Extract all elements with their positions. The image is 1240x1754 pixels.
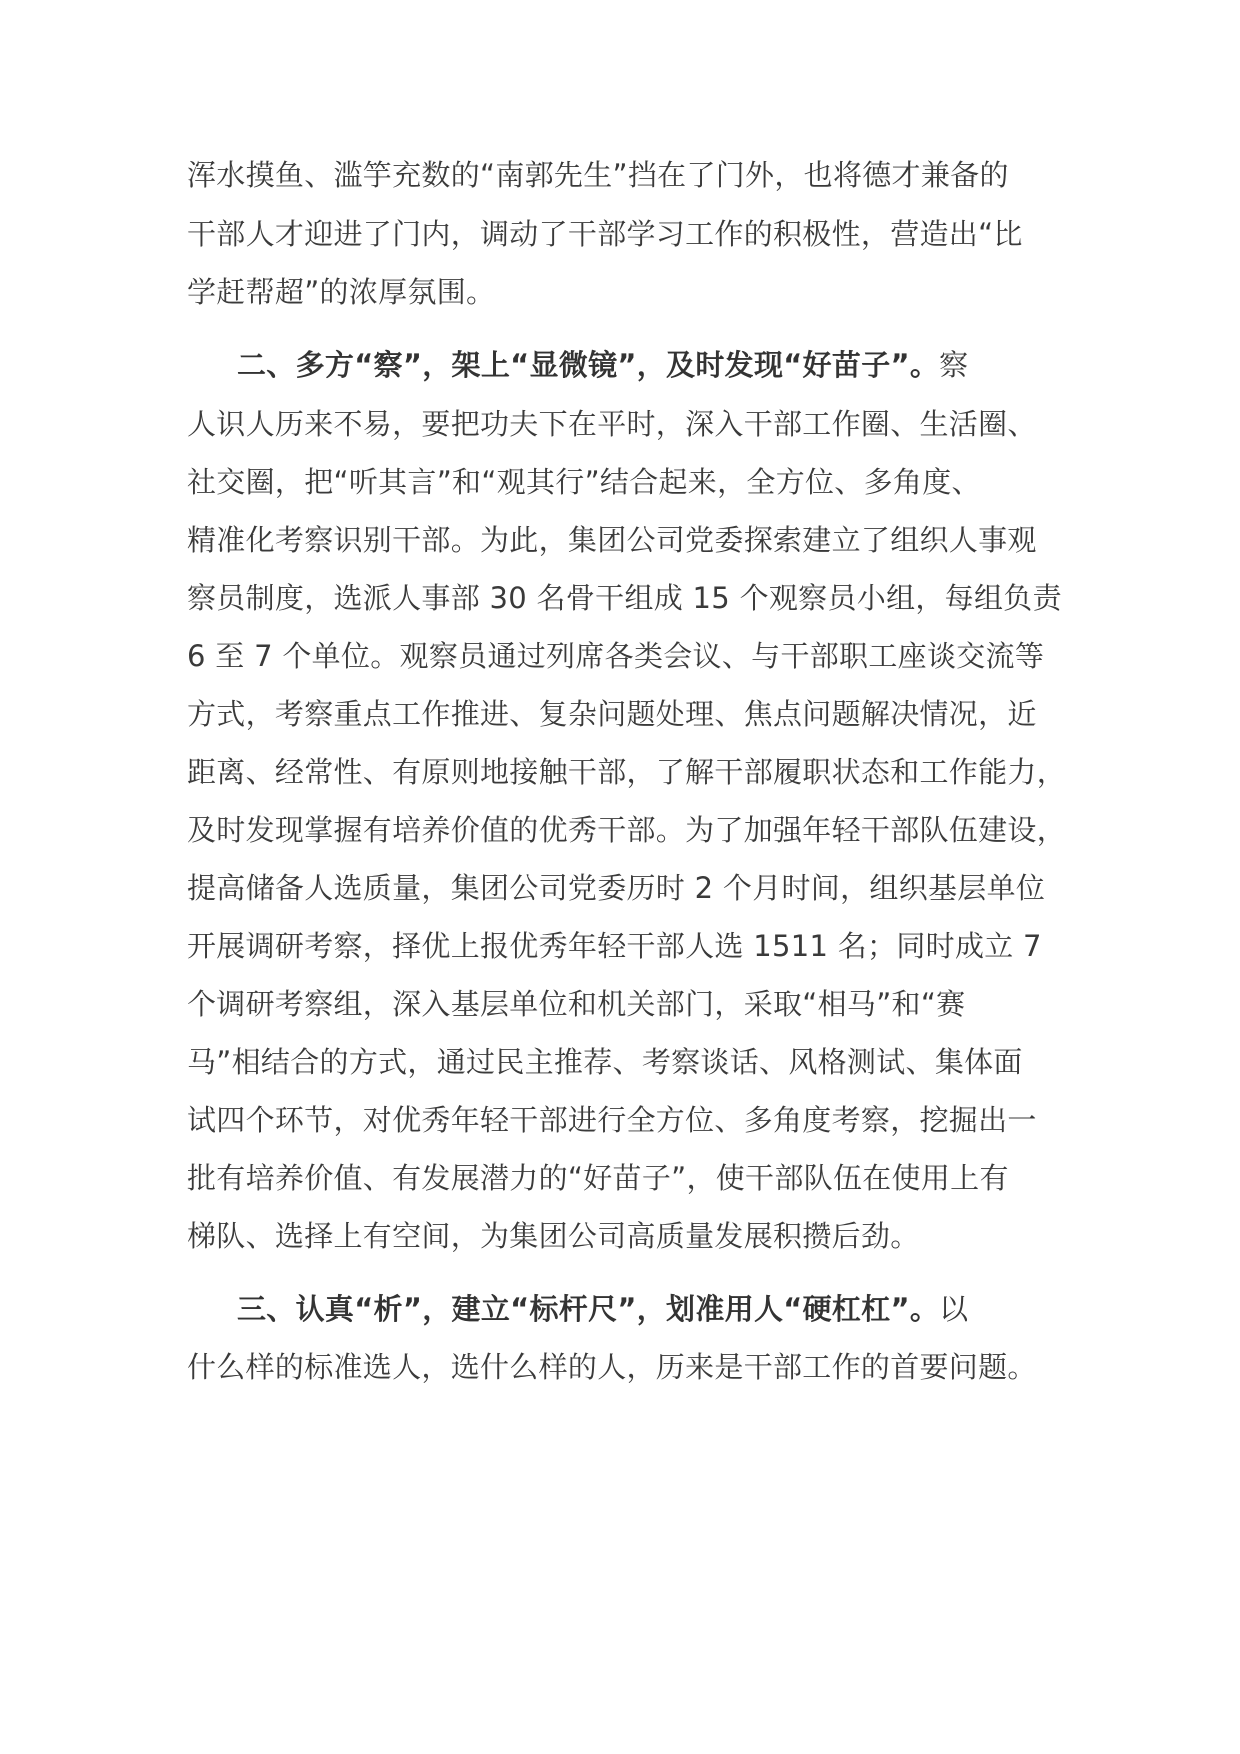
paragraph-line: 及时发现掌握有培养价值的优秀干部。为了加强年轻干部队伍建设，	[187, 813, 1067, 847]
paragraph-line: 什么样的标准选人，选什么样的人，历来是干部工作的首要问题。	[187, 1350, 1037, 1384]
paragraph-line: 距离、经常性、有原则地接触干部，了解干部履职状态和工作能力，	[187, 755, 1067, 789]
paragraph-line: 精准化考察识别干部。为此，集团公司党委探索建立了组织人事观	[187, 523, 1037, 557]
section-heading-line	[237, 1289, 968, 1329]
section-heading: 二、多方“察”，架上“显微镜”，及时发现“好苗子”。	[237, 348, 940, 382]
paragraph-line: 察员制度，选派人事部 30 名骨干组成 15 个观察员小组，每组负责	[187, 581, 1062, 615]
paragraph-line: 方式，考察重点工作推进、复杂问题处理、焦点问题解决情况，近	[187, 697, 1037, 731]
paragraph-text: 察	[939, 348, 969, 382]
paragraph-line: 干部人才迎进了门内，调动了干部学习工作的积极性，营造出“比	[187, 217, 1023, 251]
paragraph-line: 6 至 7 个单位。观察员通过列席各类会议、与干部职工座谈交流等	[187, 639, 1045, 673]
paragraph-line: 试四个环节，对优秀年轻干部进行全方位、多角度考察，挖掘出一	[187, 1103, 1037, 1137]
paragraph-line: 浑水摸鱼、滥竽充数的“南郭先生”挡在了门外，也将德才兼备的	[187, 158, 1009, 192]
paragraph-line: 个调研考察组，深入基层单位和机关部门，采取“相马”和“赛	[187, 987, 966, 1021]
paragraph-line: 人识人历来不易，要把功夫下在平时，深入干部工作圈、生活圈、	[187, 407, 1037, 441]
paragraph-line: 开展调研考察，择优上报优秀年轻干部人选 1511 名；同时成立 7	[187, 929, 1042, 963]
paragraph-line: 批有培养价值、有发展潜力的“好苗子”，使干部队伍在使用上有	[187, 1161, 1009, 1195]
paragraph-line: 提高储备人选质量，集团公司党委历时 2 个月时间，组织基层单位	[187, 871, 1046, 905]
paragraph-line: 学赶帮超”的浓厚氛围。	[187, 275, 496, 309]
paragraph-line: 社交圈，把“听其言”和“观其行”结合起来，全方位、多角度、	[187, 465, 981, 499]
section-heading: 三、认真“析”，建立“标杆尺”，划准用人“硬杠杠”。	[237, 1292, 940, 1326]
section-heading-line	[237, 345, 968, 385]
paragraph-line: 马”相结合的方式，通过民主推荐、考察谈话、风格测试、集体面	[187, 1045, 1023, 1079]
paragraph-line: 梯队、选择上有空间，为集团公司高质量发展积攒后劲。	[187, 1219, 920, 1253]
paragraph-text: 以	[939, 1292, 969, 1326]
